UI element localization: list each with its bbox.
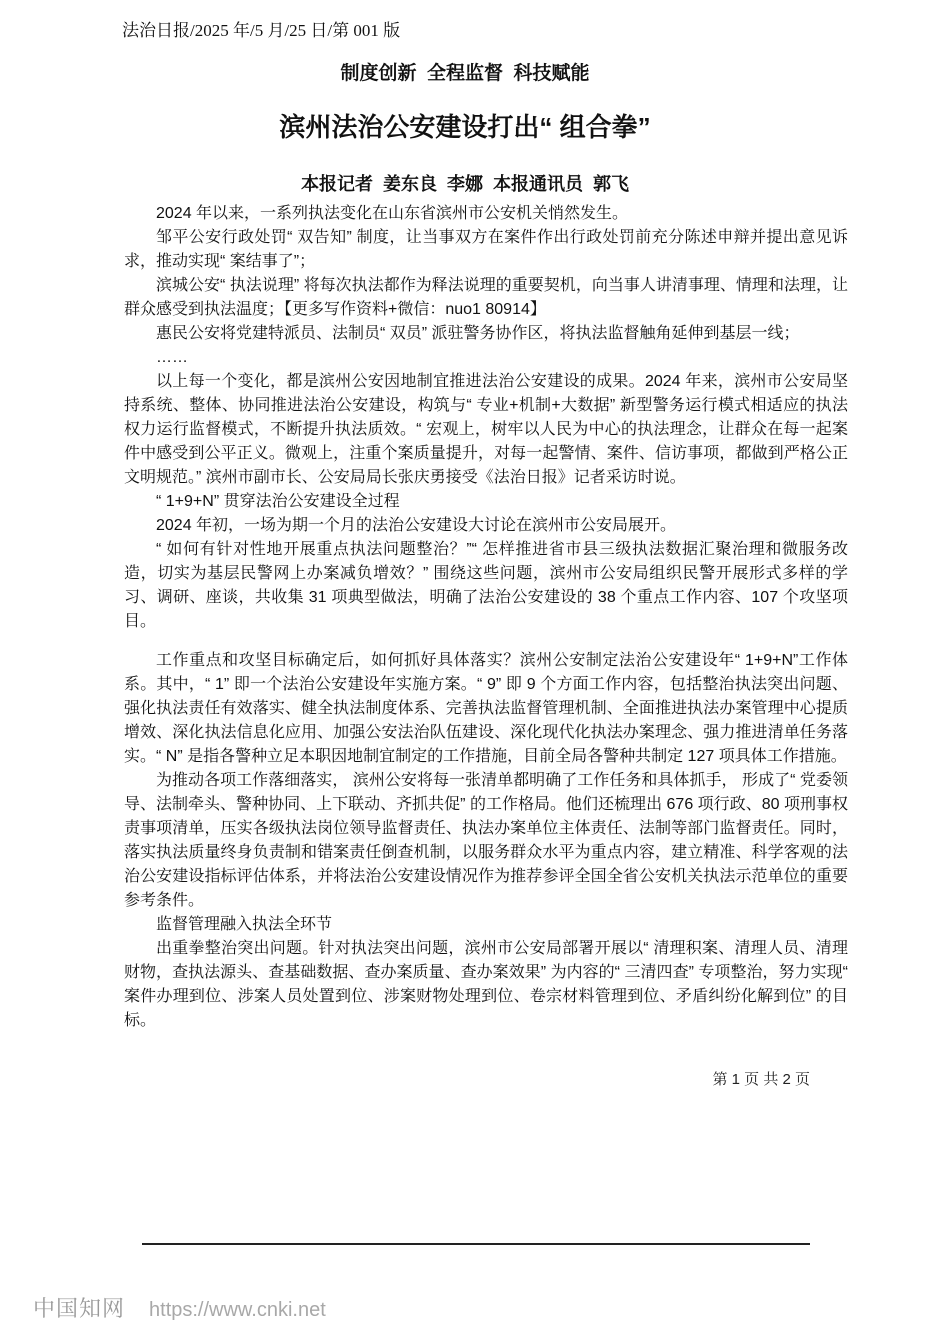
article-kicker: 制度创新 全程监督 科技赋能: [340, 63, 590, 84]
body-paragraph: ……: [156, 349, 188, 366]
article-body: [124, 202, 848, 1033]
paragraph-spacer: [124, 634, 848, 649]
page-number: 第 1 页 共 2 页: [712, 1071, 810, 1088]
cnki-url-link[interactable]: https://www.cnki.net: [149, 1299, 326, 1321]
body-paragraph: 2024 年初，一场为期一个月的法治公安建设大讨论在滨州市公安局展开。: [156, 517, 677, 534]
article-byline: 本报记者 姜东良 李娜 本报通讯员 郭飞: [300, 174, 629, 194]
body-paragraph: 邹平公安行政处罚“ 双告知” 制度，让当事双方在案件作出行政处罚前充分陈述申辩并提出意见诉求，推动实现“ 案结事了”；: [124, 229, 848, 270]
body-paragraph: 出重拳整治突出问题。针对执法突出问题，滨州市公安局部署开展以“ 清理积案、清理人员、清理财物，查执法源头、查基础数据、查办案质量、查办案效果” 为内容的“ 三清四查” 专项整治，努力实现“ 案件办理到位、涉案人员处置到位、涉案财物处理到位、卷宗材料管理到位、矛盾纠纷化解到位” 的目标。: [124, 940, 848, 1029]
cnki-brand-logo: 中国知网: [33, 1296, 126, 1321]
body-paragraph: 滨城公安“ 执法说理” 将每次执法都作为释法说理的重要契机，向当事人讲清事理、情理和法理，让群众感受到执法温度；【更多写作资料+微信：nuo1 80914】: [124, 277, 848, 318]
cnki-footer: [33, 1292, 326, 1323]
body-paragraph: 惠民公安将党建特派员、法制员“ 双员” 派驻警务协作区，将执法监督触角延伸到基层一线；: [156, 325, 800, 342]
article-headings: [0, 58, 930, 196]
article-title: 滨州法治公安建设打出“ 组合拳”: [279, 112, 651, 142]
body-paragraph: 以上每一个变化，都是滨州公安因地制宜推进法治公安建设的成果。2024 年来，滨州市公安局坚持系统、整体、协同推进法治公安建设，构筑与“ 专业+机制+大数据” 新型警务运行模式相适应的执法权力运行监督模式，不断提升执法质效。“ 宏观上，树牢以人民为中心的执法理念，让群众在每一起案件中感受到公平正义。微观上，注重个案质量提升，对每一起警情、案件、信访事项，都做到严格公正文明规范。” 滨州市副市长、公安局局长张庆勇接受《法治日报》记者采访时说。: [124, 373, 848, 486]
body-paragraph: 2024 年以来，一系列执法变化在山东省滨州市公安机关悄然发生。: [156, 205, 629, 222]
body-paragraph: 工作重点和攻坚目标确定后，如何抓好具体落实？滨州公安制定法治公安建设年“ 1+9+N”工作体系。其中，“ 1” 即一个法治公安建设年实施方案。“ 9” 即 9 个方面工作内容，包括整治执法突出问题、强化执法责任有效落实、健全执法制度体系、完善执法监督管理机制、全面推进执法办案管理中心提质增效、深化执法信息化应用、加强公安法治队伍建设、深化现代化执法办案理念、强力推进清单任务落实。“ N” 是指各警种立足本职因地制宜制定的工作措施，目前全局各警种共制定 127 项具体工作措施。: [124, 652, 848, 765]
body-paragraph: “ 1+9+N” 贯穿法治公安建设全过程: [156, 493, 400, 510]
body-paragraph: 监督管理融入执法全环节: [156, 916, 333, 933]
newspaper-source-header: 法治日报/2025 年/5 月/25 日/第 001 版: [122, 21, 401, 40]
body-paragraph: 为推动各项工作落细落实， 滨州公安将每一张清单都明确了工作任务和具体抓手， 形成了“ 党委领导、法制牵头、警种协同、上下联动、齐抓共促” 的工作格局。他们还梳理出 676 项行政、80 项刑事权责事项清单，压实各级执法岗位领导监督责任、执法办案单位主体责任、法制等部门监督责任。同时，落实执法质量终身负责制和错案责任倒查机制，以服务群众水平为重点内容，建立精准、科学客观的法治公安建设指标评估体系，并将法治公安建设情况作为推荐参评全国全省公安机关执法示范单位的重要参考条件。: [124, 772, 848, 909]
body-paragraph: “ 如何有针对性地开展重点执法问题整治？”“ 怎样推进省市县三级执法数据汇聚治理和微服务改造，切实为基层民警网上办案减负增效？” 围绕这些问题，滨州市公安局组织民警开展形式多样的学习、调研、座谈，共收集 31 项典型做法，明确了法治公安建设的 38 个重点工作内容、107 个攻坚项目。: [124, 541, 848, 630]
footer-separator-line: [142, 1243, 810, 1245]
